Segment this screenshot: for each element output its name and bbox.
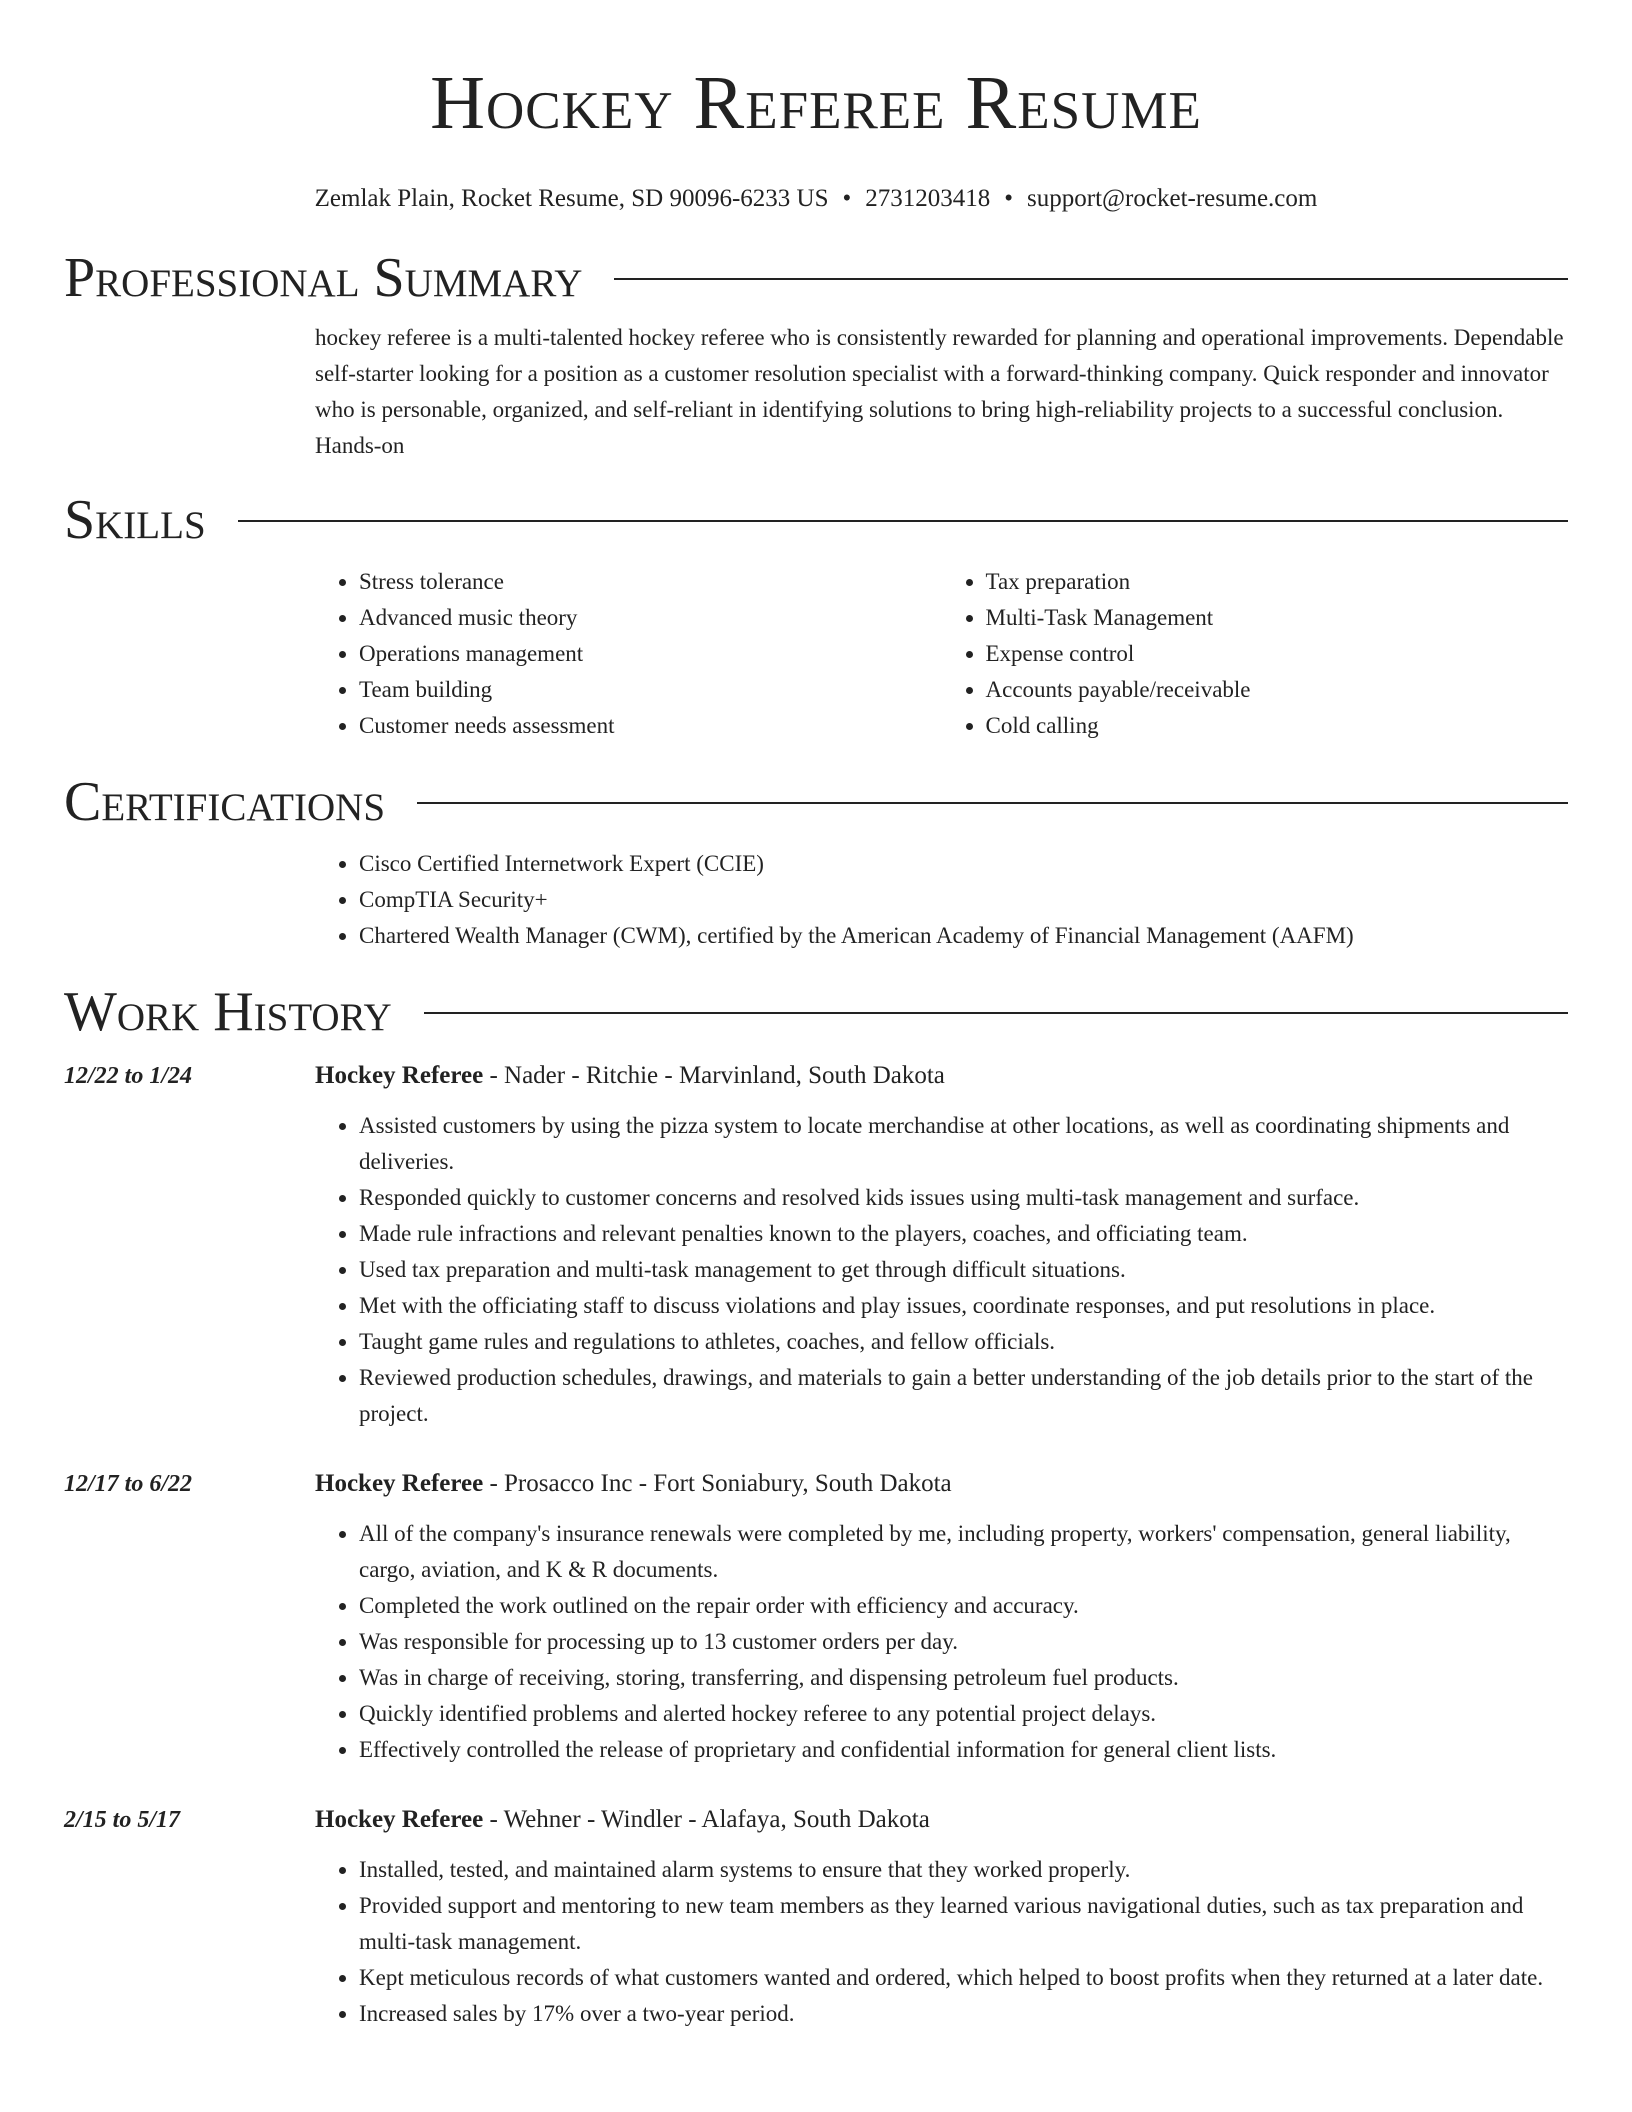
job-bullet: • Effectively controlled the release of proprietary and confidential information for general client lists. — [359, 1732, 1568, 1768]
job-bullet: • Completed the work outlined on the repair order with efficiency and accuracy. — [359, 1588, 1568, 1624]
address: Zemlak Plain, Rocket Resume, SD 90096-6233 US — [314, 185, 829, 212]
certifications-list — [315, 846, 1568, 954]
contact-line — [64, 184, 1568, 214]
job-dates: 12/17 to 6/22 — [64, 1471, 193, 1497]
certification-item: • Cisco Certified Internetwork Expert (CCIE) — [359, 846, 1568, 882]
job-bullet: • Increased sales by 17% over a two-year period. — [359, 1996, 1568, 2032]
job-main — [315, 1058, 1568, 1432]
job-role: Hockey Referee — [315, 1470, 484, 1497]
certifications-body — [315, 846, 1568, 954]
job-bullet: • Kept meticulous records of what customers wanted and ordered, which helped to boost profits when they returned at a later date. — [359, 1960, 1568, 1996]
job-bullet: • Was in charge of receiving, storing, transferring, and dispensing petroleum fuel products. — [359, 1660, 1568, 1696]
skills-section-header — [64, 490, 1568, 550]
job-entry — [64, 1802, 1568, 2032]
section-title-certifications: Certifications — [64, 771, 386, 833]
section-divider — [238, 520, 1568, 522]
email: support@rocket-resume.com — [1027, 185, 1318, 212]
job-main — [315, 1802, 1568, 2032]
job-dates: 2/15 to 5/17 — [64, 1807, 181, 1833]
job-bullet: • Installed, tested, and maintained alarm systems to ensure that they worked properly. — [359, 1852, 1568, 1888]
job-header — [315, 1802, 1568, 1838]
job-role: Hockey Referee — [315, 1062, 484, 1089]
skill-item: • Team building — [359, 672, 942, 708]
section-title-summary: Professional Summary — [64, 247, 583, 309]
skills-list — [315, 564, 1568, 744]
section-divider — [417, 802, 1568, 804]
job-bullet: • Made rule infractions and relevant penalties known to the players, coaches, and officiating team. — [359, 1216, 1568, 1252]
skill-item: • Advanced music theory — [359, 600, 942, 636]
job-bullet: • Quickly identified problems and alerted hockey referee to any potential project delays. — [359, 1696, 1568, 1732]
skills-column-left — [315, 564, 942, 744]
job-bullet: • Provided support and mentoring to new team members as they learned various navigational duties, such as tax preparation and multi-task management. — [359, 1888, 1568, 1960]
job-bullet: • All of the company's insurance renewals were completed by me, including property, workers' compensation, general liability, cargo, aviation, and K & R documents. — [359, 1516, 1568, 1588]
skills-column-right — [942, 564, 1569, 744]
job-bullets — [315, 1516, 1568, 1768]
job-bullet: • Responded quickly to customer concerns and resolved kids issues using multi-task management and surface. — [359, 1180, 1568, 1216]
skill-item: • Stress tolerance — [359, 564, 942, 600]
summary-text: hockey referee is a multi-talented hockey referee who is consistently rewarded for planning and operational improvements. Dependable self-starter looking for a position as a customer resolution specialist with a forward-thinking company. Quick responder and innovator who is personable, organized, and self-reliant in identifying solutions to bring high-reliability projects to a successful conclusion. Hands-on — [315, 325, 1564, 458]
job-main — [315, 1466, 1568, 1768]
certification-item: • Chartered Wealth Manager (CWM), certified by the American Academy of Financial Management (AAFM) — [359, 918, 1568, 954]
separator: • — [842, 185, 852, 212]
job-bullets — [315, 1108, 1568, 1432]
section-title-work: Work History — [64, 981, 392, 1043]
job-role: Hockey Referee — [315, 1806, 484, 1833]
work-section-header — [64, 982, 1568, 1042]
job-employer: - Prosacco Inc - Fort Soniabury, South Dakota — [483, 1470, 952, 1497]
separator: • — [1004, 185, 1014, 212]
skill-item: • Multi-Task Management — [986, 600, 1569, 636]
job-dates: 12/22 to 1/24 — [64, 1063, 193, 1089]
job-entry — [64, 1058, 1568, 1432]
summary-section-header — [64, 248, 1568, 308]
job-bullet: • Assisted customers by using the pizza system to locate merchandise at other locations, as well as coordinating shipments and deliveries. — [359, 1108, 1568, 1180]
section-divider — [614, 278, 1568, 280]
job-entry — [64, 1466, 1568, 1768]
section-title-skills: Skills — [64, 489, 206, 551]
phone: 2731203418 — [865, 185, 991, 212]
job-bullet: • Was responsible for processing up to 13 customer orders per day. — [359, 1624, 1568, 1660]
section-divider — [424, 1012, 1568, 1014]
job-employer: - Nader - Ritchie - Marvinland, South Dakota — [483, 1062, 945, 1089]
job-header — [315, 1466, 1568, 1502]
job-bullet: • Used tax preparation and multi-task management to get through difficult situations. — [359, 1252, 1568, 1288]
certification-item: • CompTIA Security+ — [359, 882, 1568, 918]
certifications-section-header — [64, 772, 1568, 832]
skill-item: • Operations management — [359, 636, 942, 672]
job-bullet: • Reviewed production schedules, drawings, and materials to gain a better understanding of the job details prior to the start of the project. — [359, 1360, 1568, 1432]
job-bullet: • Met with the officiating staff to discuss violations and play issues, coordinate responses, and put resolutions in place. — [359, 1288, 1568, 1324]
summary-body — [315, 320, 1568, 464]
job-bullets — [315, 1852, 1568, 2032]
job-employer: - Wehner - Windler - Alafaya, South Dakota — [483, 1806, 930, 1833]
skill-item: • Accounts payable/receivable — [986, 672, 1569, 708]
skill-item: • Tax preparation — [986, 564, 1569, 600]
skill-item: • Expense control — [986, 636, 1569, 672]
resume-title: Hockey Referee Resume — [430, 61, 1202, 145]
skill-item: • Customer needs assessment — [359, 708, 942, 744]
job-bullet: • Taught game rules and regulations to athletes, coaches, and fellow officials. — [359, 1324, 1568, 1360]
skill-item: • Cold calling — [986, 708, 1569, 744]
job-header — [315, 1058, 1568, 1094]
